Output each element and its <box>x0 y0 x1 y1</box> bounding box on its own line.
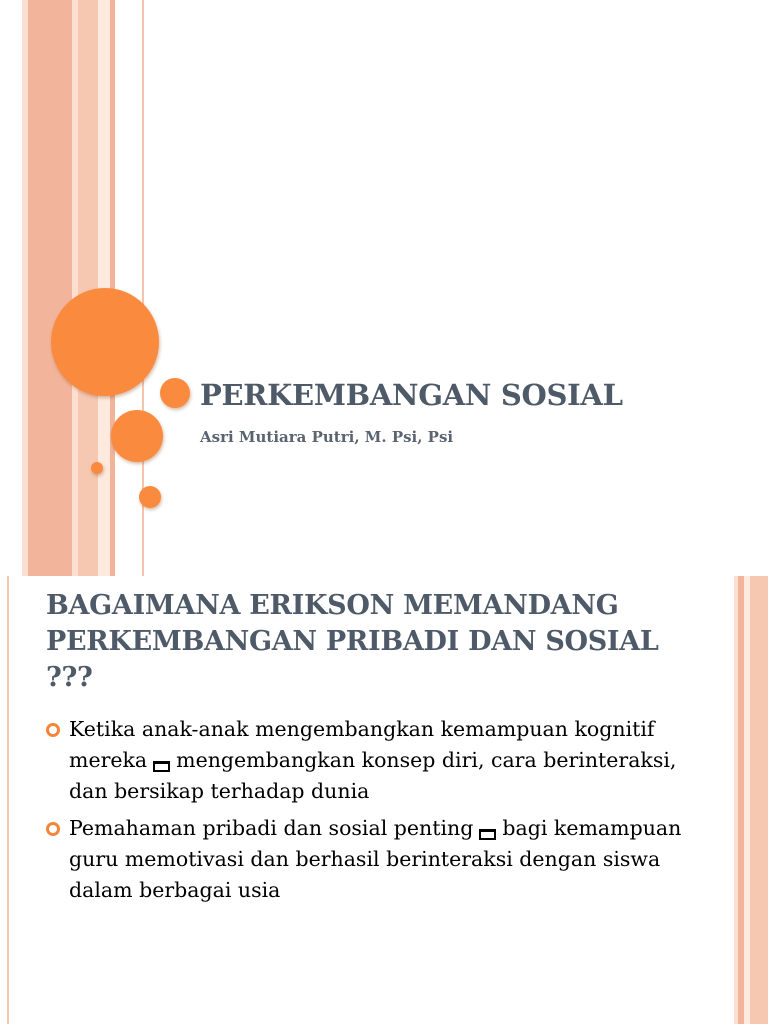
slide-subtitle: Asri Mutiara Putri, M. Psi, Psi <box>200 428 454 446</box>
decorative-stripe <box>28 0 72 576</box>
decorative-circle-small <box>160 378 190 408</box>
bullet-item <box>46 813 706 906</box>
decorative-stripe <box>7 576 9 1024</box>
slide-title: PERKEMBANGAN SOSIAL <box>200 378 623 412</box>
bullet-circle-icon <box>46 723 60 737</box>
bullet-circle-icon <box>46 822 60 836</box>
arrow-icon <box>153 761 170 772</box>
slide-heading: BAGAIMANA ERIKSON MEMANDANG PERKEMBANGAN PRIBADI DAN SOSIAL ??? <box>46 590 659 693</box>
content-slide <box>0 576 768 1024</box>
bullet-text-before: Pemahaman pribadi dan sosial penting <box>69 816 474 840</box>
bullet-list <box>46 714 706 912</box>
bullet-text-before: Ketika anak-anak mengembangkan kemampuan kognitif mereka <box>69 717 655 772</box>
decorative-circle-large <box>51 288 159 396</box>
decorative-circle-small <box>139 486 161 508</box>
decorative-stripe <box>750 576 768 1024</box>
decorative-circle-tiny <box>91 462 103 474</box>
bullet-text-after: mengembangkan konsep diri, cara berinteraksi, dan bersikap terhadap dunia <box>69 748 677 803</box>
arrow-icon <box>479 829 496 840</box>
bullet-item <box>46 714 706 807</box>
bullet-text-after: bagi kemampuan guru memotivasi dan berhasil berinteraksi dengan siswa dalam berbagai usia <box>69 816 682 902</box>
decorative-circle-medium <box>111 410 163 462</box>
